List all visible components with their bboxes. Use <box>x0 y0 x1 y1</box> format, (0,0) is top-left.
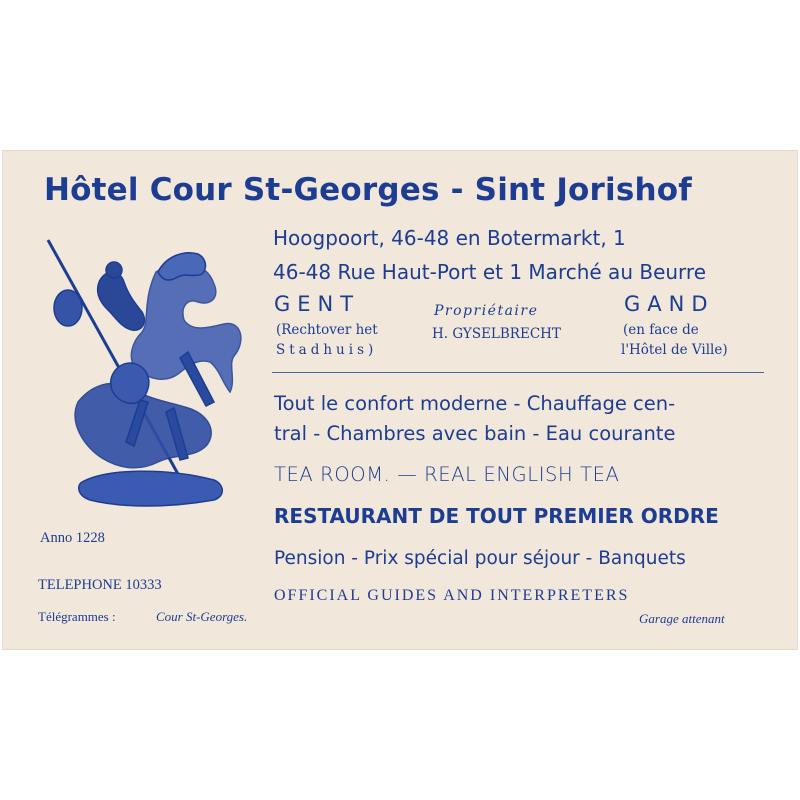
note-left-1: (Rechtover het <box>276 322 378 338</box>
pension-line: Pension - Prix spécial pour séjour - Banquets <box>274 548 686 569</box>
city-left: GENT <box>274 292 361 316</box>
restaurant-line: RESTAURANT DE TOUT PREMIER ORDRE <box>274 504 719 528</box>
guides-line: OFFICIAL GUIDES AND INTERPRETERS <box>274 587 630 604</box>
tea-room-line: TEA ROOM. — REAL ENGLISH TEA <box>274 463 620 486</box>
proprietor-label: Propriétaire <box>434 303 539 319</box>
hotel-card <box>2 150 798 650</box>
divider <box>272 372 764 373</box>
address-line-1: Hoogpoort, 46-48 en Botermarkt, 1 <box>273 226 626 250</box>
note-right-2: l'Hôtel de Ville) <box>621 342 728 358</box>
note-right-1: (en face de <box>623 322 699 338</box>
feature-line-1: Tout le confort moderne - Chauffage cen- <box>274 392 676 415</box>
city-right: GAND <box>624 292 715 316</box>
garage-line: Garage attenant <box>639 611 725 626</box>
st-george-statue-icon <box>38 232 256 512</box>
telegram-value: Cour St-Georges. <box>156 609 248 624</box>
feature-line-2: tral - Chambres avec bain - Eau courante <box>274 422 676 445</box>
proprietor-name: H. GYSELBRECHT <box>432 326 561 342</box>
address-line-2: 46-48 Rue Haut-Port et 1 Marché au Beurre <box>273 260 707 284</box>
telephone: TELEPHONE 10333 <box>38 577 162 593</box>
hotel-title: Hôtel Cour St-Georges - Sint Jorishof <box>44 172 692 208</box>
anno-year: Anno 1228 <box>40 530 105 546</box>
note-left-2: Stadhuis) <box>276 342 378 358</box>
telegram-label: Télégrammes : <box>38 609 116 624</box>
